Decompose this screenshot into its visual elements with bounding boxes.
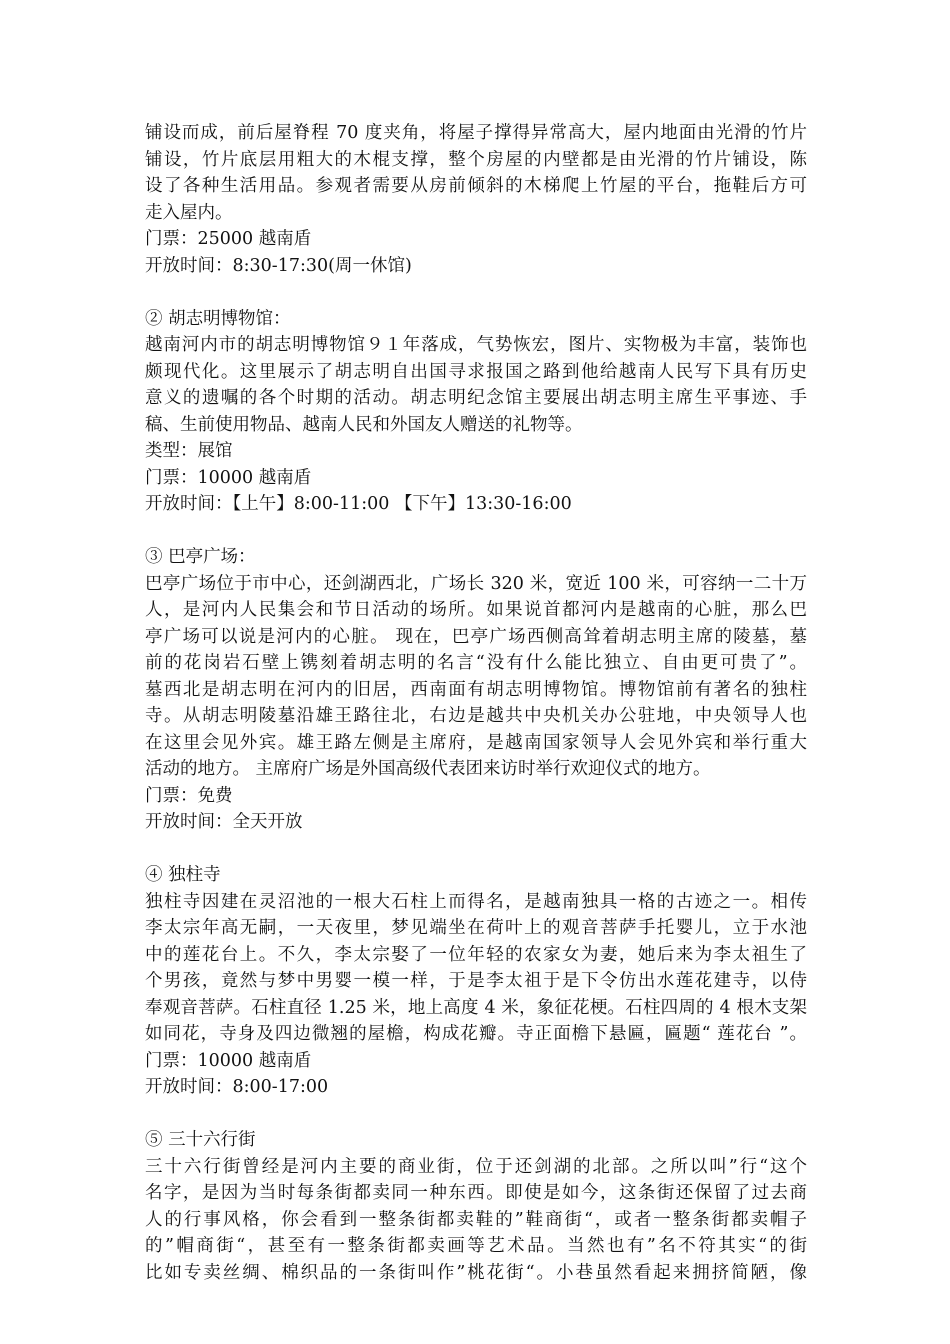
paragraph-line: 奉观音菩萨。石柱直径 1.25 米，地上高度 4 米，象征花梗。石柱四周的 4 根木支架 — [145, 997, 807, 1018]
paragraph-line: 独柱寺因建在灵沼池的一根大石柱上而得名，是越南独具一格的古迹之一。相传 — [145, 891, 807, 912]
section-heading: ③ 巴亭广场： — [145, 547, 256, 567]
paragraph-line: 中的莲花台上。不久，李太宗娶了一位年轻的农家女为妻，她后来为李太祖生了 — [145, 944, 807, 965]
paragraph-line: 设了各种生活用品。参观者需要从房前倾斜的木梯爬上竹屋的平台，拖鞋后方可 — [145, 176, 807, 196]
section-heading: ② 胡志明博物馆： — [145, 308, 291, 329]
section-heading: ④ 独柱寺 — [145, 865, 221, 885]
opening-hours: 开放时间：全天开放 — [145, 812, 303, 832]
paragraph-line: 比如专卖丝绸、棉织品的一条街叫作”桃花街“。小巷虽然看起来拥挤简陋，像 — [145, 1262, 807, 1283]
opening-hours: 开放时间：8:30-17:30(周一休馆) — [145, 255, 412, 276]
paragraph-line: 的”帽商街“，甚至有一整条街都卖画等艺术品。当然也有”名不符其实“的街 — [145, 1236, 807, 1256]
paragraph-line: 铺设，竹片底层用粗大的木棍支撑，整个房屋的内壁都是由光滑的竹片铺设，陈 — [145, 149, 807, 170]
ticket-info: 门票：10000 越南盾 — [145, 1050, 312, 1071]
paragraph-line: 铺设而成，前后屋脊程 70 度夹角，将屋子撑得异常高大，屋内地面由光滑的竹片 — [145, 123, 807, 143]
intro-paragraph — [145, 120, 807, 226]
paragraph-line: 李太宗年高无嗣，一天夜里，梦见端坐在荷叶上的观音菩萨手托婴儿，立于水池 — [145, 918, 807, 938]
ticket-info: 门票：10000 越南盾 — [145, 467, 312, 488]
opening-hours: 开放时间：【上午】8:00-11:00 【下午】13:30-16:00 — [145, 494, 572, 514]
paragraph-line: 稿、生前使用物品、越南人民和外国友人赠送的礼物等。 — [145, 414, 583, 435]
paragraph-line: 墓西北是胡志明在河内的旧居，西南面有胡志明博物馆。博物馆前有著名的独柱 — [145, 679, 807, 700]
paragraph-line: 走入屋内。 — [145, 202, 233, 223]
paragraph-line: 活动的地方。 主席府广场是外国高级代表团来访时举行欢迎仪式的地方。 — [145, 759, 711, 779]
section-heading: ⑤ 三十六行街 — [145, 1130, 256, 1150]
paragraph-line: 亭广场可以说是河内的心脏。 现在，巴亭广场西侧高耸着胡志明主席的陵墓，墓 — [145, 626, 807, 647]
paragraph-line: 人的行事风格，你会看到一整条街都卖鞋的”鞋商街“，或者一整条街都卖帽子 — [145, 1209, 807, 1230]
paragraph-line: 颇现代化。这里展示了胡志明自出国寻求报国之路到他给越南人民写下具有历史 — [145, 361, 807, 382]
section-one-pillar-pagoda — [145, 862, 807, 1101]
section-ba-dinh-square — [145, 544, 807, 836]
section-ho-chi-minh-museum — [145, 306, 807, 518]
paragraph-line: 如同花，寺身及四边微翘的屋檐，构成花瓣。寺正面檐下悬匾，匾题“ 莲花台 ”。 — [145, 1024, 807, 1044]
ticket-info: 门票：免费 — [145, 785, 233, 806]
paragraph-line: 意义的遗嘱的各个时期的活动。胡志明纪念馆主要展出胡志明主席生平事迹、手 — [145, 388, 807, 408]
paragraph-line: 前的花岗岩石壁上镌刻着胡志明的名言“没有什么能比独立、自由更可贵了”。 — [145, 653, 807, 673]
paragraph-line: 个男孩，竟然与梦中男婴一模一样，于是李太祖于是下令仿出水莲花建寺，以侍 — [145, 971, 807, 991]
paragraph-line: 名字，是因为当时每条街都卖同一种东西。即使是如今，这条街还保留了过去商 — [145, 1183, 807, 1203]
document-page — [145, 120, 807, 1286]
paragraph-line: 在这里会见外宾。雄王路左侧是主席府，是越南国家领导人会见外宾和举行重大 — [145, 732, 807, 753]
ticket-info: 门票：25000 越南盾 — [145, 229, 312, 249]
section-36-streets — [145, 1127, 807, 1286]
opening-hours: 开放时间：8:00-17:00 — [145, 1077, 329, 1097]
paragraph-line: 巴亭广场位于市中心，还剑湖西北，广场长 320 米，宽近 100 米，可容纳一二十万 — [145, 573, 807, 594]
paragraph-line: 越南河内市的胡志明博物馆９１年落成，气势恢宏，图片、实物极为丰富，装饰也 — [145, 335, 807, 355]
paragraph-line: 寺。从胡志明陵墓沿雄王路往北，右边是越共中央机关办公驻地，中央领导人也 — [145, 706, 807, 726]
type-info: 类型：展馆 — [145, 441, 233, 461]
paragraph-line: 三十六行街曾经是河内主要的商业街，位于还剑湖的北部。之所以叫”行“这个 — [145, 1156, 807, 1177]
paragraph-line: 人，是河内人民集会和节日活动的场所。如果说首都河内是越南的心脏，那么巴 — [145, 600, 807, 620]
